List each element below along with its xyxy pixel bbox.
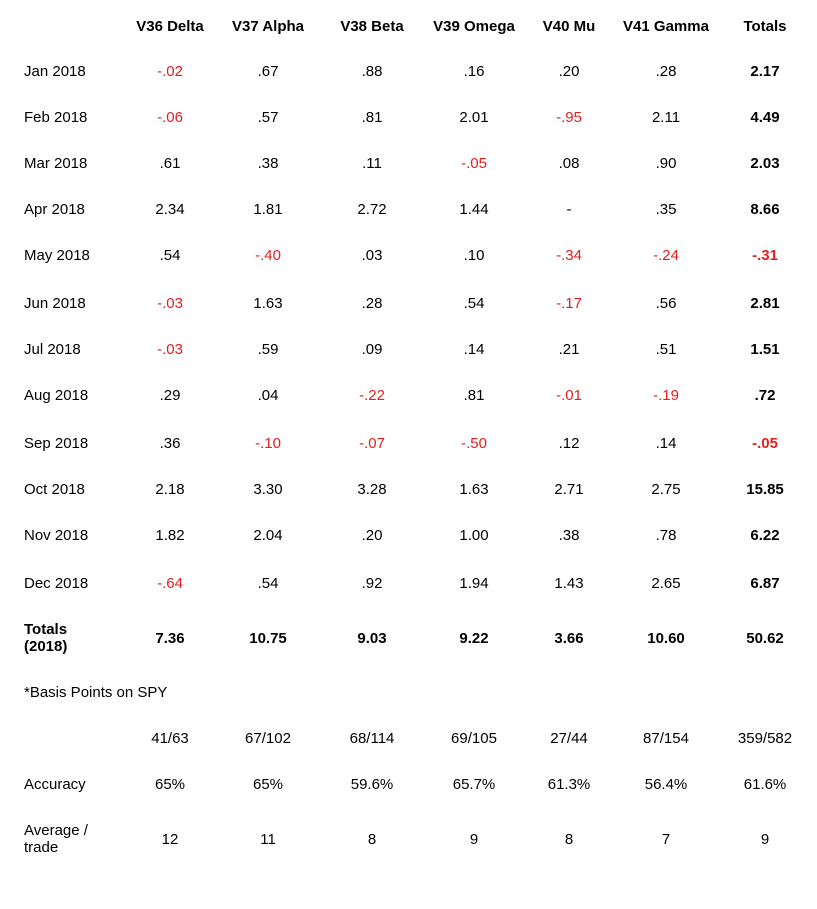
ratio-cell: 359/582	[737, 730, 793, 747]
table-cell: .12	[558, 435, 580, 452]
table-cell: 1.44	[459, 201, 489, 218]
table-cell: .21	[558, 341, 580, 358]
table-cell: .10	[463, 247, 485, 264]
grand-total-cell: 50.62	[746, 630, 784, 647]
row-label: May 2018	[24, 247, 90, 264]
table-cell: .11	[362, 155, 382, 172]
table-cell: .54	[257, 575, 279, 592]
table-cell: .54	[463, 295, 485, 312]
table-cell: -	[566, 201, 572, 218]
table-cell: 1.63	[253, 295, 283, 312]
row-label: Feb 2018	[24, 109, 88, 126]
row-label: Nov 2018	[24, 527, 89, 544]
table-cell: 2.04	[253, 527, 283, 544]
table-cell: .78	[655, 527, 677, 544]
table-cell: .28	[361, 295, 383, 312]
row-total: -.05	[752, 435, 778, 452]
totals-label-line1: Totals	[24, 621, 68, 638]
table-cell: -.19	[653, 387, 679, 404]
accuracy-cell: 59.6%	[350, 776, 394, 793]
accuracy-cell: 65%	[154, 776, 186, 793]
totals-label	[24, 621, 114, 655]
row-label: Dec 2018	[24, 575, 89, 592]
table-cell: .38	[558, 527, 580, 544]
ratio-cell: 67/102	[245, 730, 291, 747]
row-total: 6.87	[750, 575, 780, 592]
accuracy-cell: 56.4%	[644, 776, 688, 793]
header-v38-beta: V38 Beta	[340, 18, 404, 35]
header-v40-mu: V40 Mu	[542, 18, 596, 35]
table-cell: -.22	[359, 387, 385, 404]
row-total: 2.81	[750, 295, 780, 312]
table-cell: .29	[159, 387, 181, 404]
table-cell: -.07	[359, 435, 385, 452]
table-cell: .51	[655, 341, 677, 358]
table-cell: -.17	[556, 295, 582, 312]
row-label: Oct 2018	[24, 481, 85, 498]
table-cell: 2.65	[651, 575, 681, 592]
total-cell: 9.03	[357, 630, 387, 647]
table-cell: .16	[463, 63, 485, 80]
table-cell: .61	[159, 155, 181, 172]
table-cell: -.06	[157, 109, 183, 126]
table-cell: -.64	[157, 575, 183, 592]
average-label-line1: Average /	[24, 822, 88, 839]
table-cell: 2.01	[459, 109, 489, 126]
table-cell: -.01	[556, 387, 582, 404]
table-cell: -.24	[653, 247, 679, 264]
table-cell: .35	[655, 201, 677, 218]
basis-points-note: *Basis Points on SPY	[24, 684, 168, 701]
row-total: .72	[754, 387, 776, 404]
table-cell: 3.28	[357, 481, 387, 498]
row-label: Aug 2018	[24, 387, 89, 404]
table-cell: 1.00	[459, 527, 489, 544]
header-v39-omega: V39 Omega	[433, 18, 515, 35]
table-cell: .54	[159, 247, 181, 264]
row-total: 2.03	[750, 155, 780, 172]
row-total: 6.22	[750, 527, 780, 544]
table-cell: .28	[655, 63, 677, 80]
table-cell: .04	[257, 387, 279, 404]
header-v41-gamma: V41 Gamma	[623, 18, 709, 35]
table-cell: .90	[655, 155, 677, 172]
table-cell: .09	[361, 341, 383, 358]
row-label: Sep 2018	[24, 435, 89, 452]
table-cell: -.40	[255, 247, 281, 264]
row-total: 8.66	[750, 201, 780, 218]
row-total: 2.17	[750, 63, 780, 80]
table-cell: 1.43	[554, 575, 584, 592]
header-v37-alpha: V37 Alpha	[232, 18, 304, 35]
accuracy-cell: 61.3%	[547, 776, 591, 793]
total-cell: 3.66	[554, 630, 584, 647]
table-cell: 2.75	[651, 481, 681, 498]
table-cell: -.50	[461, 435, 487, 452]
table-cell: .57	[257, 109, 279, 126]
ratio-cell: 41/63	[151, 730, 189, 747]
table-cell: -.10	[255, 435, 281, 452]
table-cell: .36	[159, 435, 181, 452]
ratio-cell: 69/105	[451, 730, 497, 747]
header-totals: Totals	[743, 18, 787, 35]
average-label	[24, 822, 114, 856]
table-cell: .92	[361, 575, 383, 592]
accuracy-cell: 65%	[252, 776, 284, 793]
row-total: 4.49	[750, 109, 780, 126]
table-cell: -.03	[157, 341, 183, 358]
row-total: -.31	[752, 247, 778, 264]
total-cell: 10.75	[249, 630, 287, 647]
ratio-cell: 87/154	[643, 730, 689, 747]
table-cell: .08	[558, 155, 580, 172]
total-cell: 7.36	[155, 630, 185, 647]
ratio-cell: 27/44	[550, 730, 588, 747]
accuracy-label: Accuracy	[24, 776, 86, 793]
row-label: Mar 2018	[24, 155, 88, 172]
accuracy-cell: 61.6%	[743, 776, 787, 793]
row-label: Jun 2018	[24, 295, 86, 312]
average-cell: 8	[367, 831, 377, 848]
table-cell: 2.72	[357, 201, 387, 218]
average-cell: 7	[661, 831, 671, 848]
table-cell: .20	[558, 63, 580, 80]
row-total: 15.85	[746, 481, 784, 498]
totals-label-line2: (2018)	[24, 638, 68, 655]
header-v36-delta: V36 Delta	[136, 18, 204, 35]
table-cell: .14	[655, 435, 677, 452]
table-cell: .38	[257, 155, 279, 172]
table-cell: 3.30	[253, 481, 283, 498]
table-cell: -.05	[461, 155, 487, 172]
table-cell: .88	[361, 63, 383, 80]
table-cell: 1.63	[459, 481, 489, 498]
table-cell: 1.82	[155, 527, 185, 544]
average-cell: 11	[260, 831, 276, 848]
table-cell: 1.94	[459, 575, 489, 592]
table-cell: 2.34	[155, 201, 185, 218]
row-total: 1.51	[750, 341, 780, 358]
total-cell: 9.22	[459, 630, 489, 647]
table-cell: 2.11	[651, 109, 681, 126]
table-cell: -.02	[157, 63, 183, 80]
table-cell: .20	[361, 527, 383, 544]
total-cell: 10.60	[647, 630, 685, 647]
table-cell: -.03	[157, 295, 183, 312]
ratio-cell: 68/114	[349, 730, 395, 747]
table-cell: .81	[361, 109, 383, 126]
table-cell: 1.81	[253, 201, 283, 218]
table-cell: .59	[257, 341, 279, 358]
row-label: Apr 2018	[24, 201, 85, 218]
table-cell: 2.71	[554, 481, 584, 498]
row-label: Jul 2018	[24, 341, 81, 358]
average-cell: 8	[564, 831, 574, 848]
table-cell: -.34	[556, 247, 582, 264]
table-cell: .14	[463, 341, 485, 358]
accuracy-cell: 65.7%	[452, 776, 496, 793]
table-cell: .56	[655, 295, 677, 312]
average-cell: 12	[161, 831, 179, 848]
average-label-line2: trade	[24, 839, 59, 856]
table-cell: -.95	[556, 109, 582, 126]
average-cell: 9	[760, 831, 770, 848]
table-cell: .81	[463, 387, 485, 404]
average-cell: 9	[469, 831, 479, 848]
table-cell: .03	[361, 247, 383, 264]
row-label: Jan 2018	[24, 63, 86, 80]
table-cell: 2.18	[155, 481, 185, 498]
table-cell: .67	[257, 63, 279, 80]
